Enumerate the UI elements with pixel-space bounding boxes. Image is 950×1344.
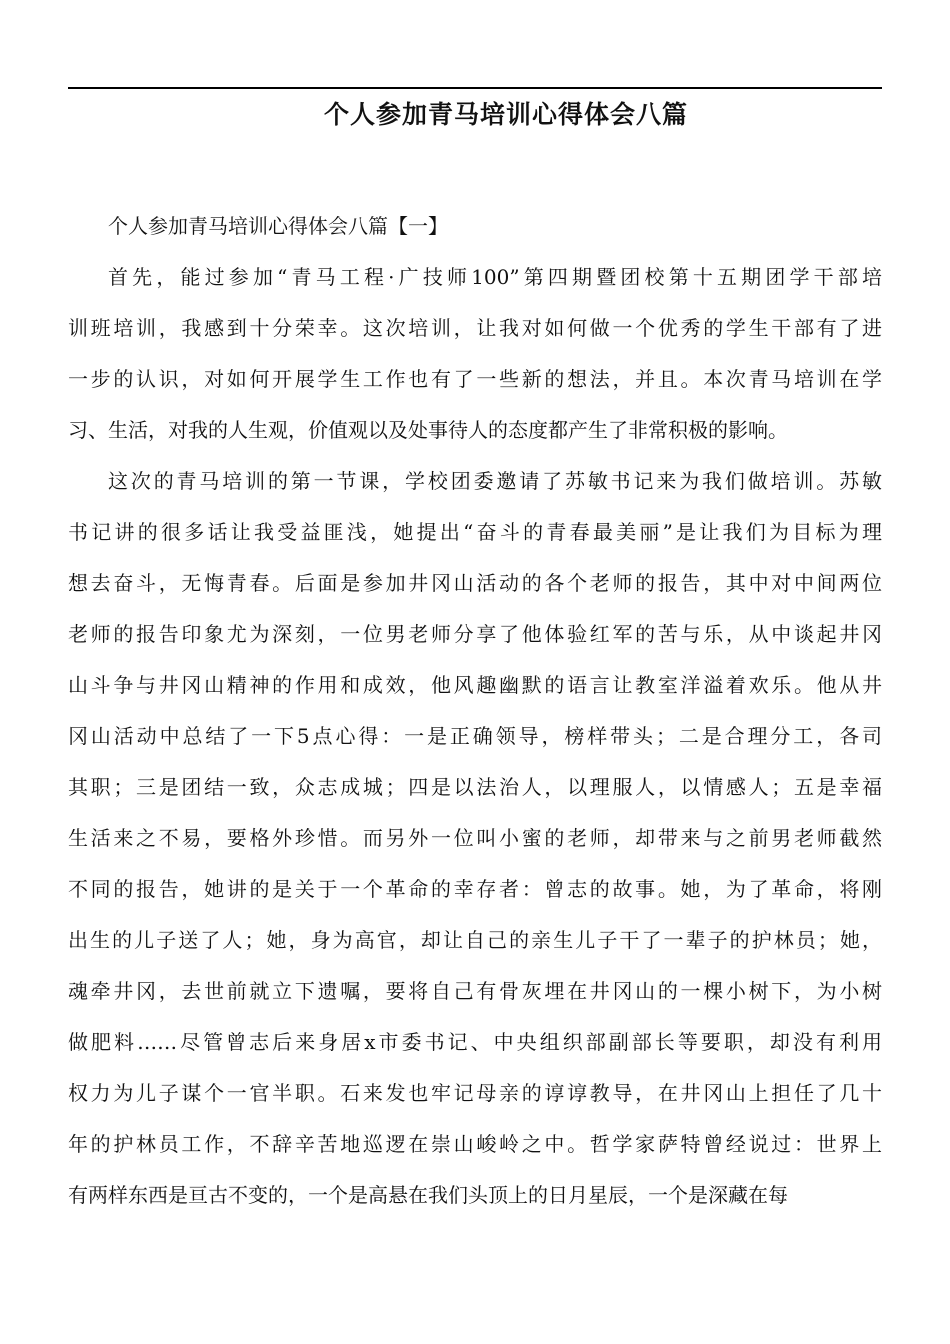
text-line: 出生的儿子送了人；她，身为高官，却让自己的亲生儿子干了一辈子的护林员；她， xyxy=(68,928,882,952)
document-title: 个人参加青马培训心得体会八篇 xyxy=(323,100,688,129)
paragraph-container xyxy=(68,263,882,1210)
text-line: 这次的青马培训的第一节课，学校团委邀请了苏敏书记来为我们做培训。苏敏 xyxy=(108,469,882,493)
text-line: 训班培训，我感到十分荣幸。这次培训，让我对如何做一个优秀的学生干部有了进 xyxy=(68,316,882,340)
text-line: 首先，能过参加“青马工程·广技师100”第四期暨团校第十五期团学干部培 xyxy=(108,265,882,289)
document-body xyxy=(68,212,882,1232)
text-line: 魂牵井冈，去世前就立下遗嘱，要将自己有骨灰埋在井冈山的一棵小树下，为小树 xyxy=(68,979,882,1003)
text-line: 习、生活，对我的人生观，价值观以及处事待人的态度都产生了非常积极的影响。 xyxy=(68,418,788,442)
text-line: 其职；三是团结一致，众志成城；四是以法治人，以理服人，以情感人；五是幸福 xyxy=(68,775,882,799)
text-line: 生活来之不易，要格外珍惜。而另外一位叫小蜜的老师，却带来与之前男老师截然 xyxy=(68,826,882,850)
text-line: 不同的报告，她讲的是关于一个革命的幸存者：曾志的故事。她，为了革命，将刚 xyxy=(68,877,882,901)
paragraph xyxy=(68,263,882,445)
text-line: 冈山活动中总结了一下5点心得：一是正确领导，榜样带头；二是合理分工，各司 xyxy=(68,724,882,748)
text-line: 一步的认识，对如何开展学生工作也有了一些新的想法，并且。本次青马培训在学 xyxy=(68,367,882,391)
text-line: 老师的报告印象尤为深刻，一位男老师分享了他体验红军的苦与乐，从中谈起井冈 xyxy=(68,622,882,646)
section-heading: 个人参加青马培训心得体会八篇【一】 xyxy=(108,214,448,238)
text-line: 山斗争与井冈山精神的作用和成效，他风趣幽默的语言让教室洋溢着欢乐。他从井 xyxy=(68,673,882,697)
text-line: 权力为儿子谋个一官半职。石来发也牢记母亲的谆谆教导，在井冈山上担任了几十 xyxy=(68,1081,882,1105)
text-line: 年的护林员工作，不辞辛苦地巡逻在崇山峻岭之中。哲学家萨特曾经说过：世界上 xyxy=(68,1132,882,1156)
text-line: 书记讲的很多话让我受益匪浅，她提出“奋斗的青春最美丽”是让我们为目标为理 xyxy=(68,520,882,544)
text-line: 想去奋斗，无悔青春。后面是参加井冈山活动的各个老师的报告，其中对中间两位 xyxy=(68,571,882,595)
header-rule xyxy=(68,87,882,89)
text-line: 做肥料……尽管曾志后来身居x市委书记、中央组织部副部长等要职，却没有利用 xyxy=(68,1030,882,1054)
paragraph xyxy=(68,467,882,1210)
text-line: 有两样东西是亘古不变的，一个是高悬在我们头顶上的日月星辰，一个是深藏在每 xyxy=(68,1183,788,1207)
